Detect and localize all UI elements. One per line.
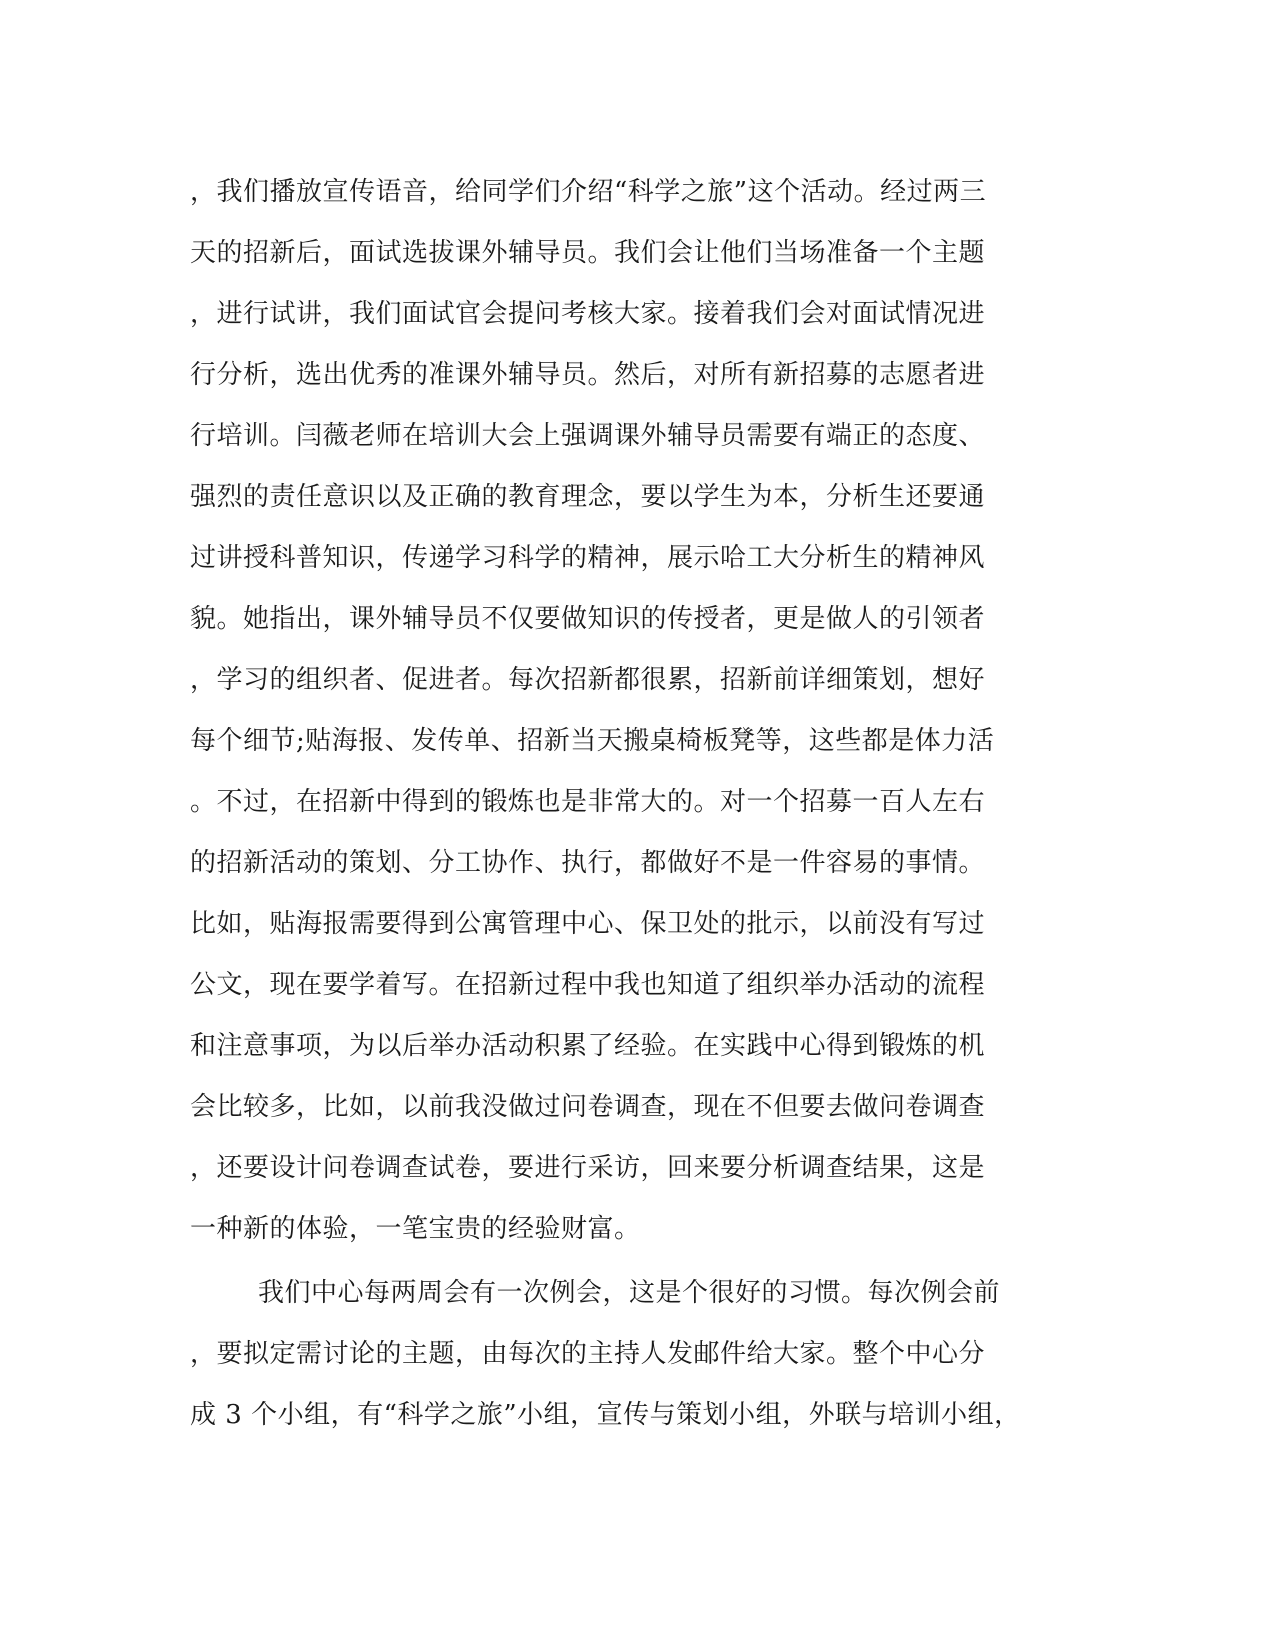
text-line: 比如，贴海报需要得到公寓管理中心、保卫处的批示，以前没有写过 (190, 909, 986, 939)
paragraph-2 (190, 1273, 1090, 1456)
text-line: 貌。她指出，课外辅导员不仅要做知识的传授者，更是做人的引领者 (190, 604, 986, 634)
text-line: ，还要设计问卷调查试卷，要进行采访，回来要分析调查结果，这是 (190, 1153, 986, 1183)
text-line: 。不过，在招新中得到的锻炼也是非常大的。对一个招募一百人左右 (190, 787, 986, 817)
text-line: 公文，现在要学着写。在招新过程中我也知道了组织举办活动的流程 (190, 970, 986, 1000)
text-line: 行培训。闫薇老师在培训大会上强调课外辅导员需要有端正的态度、 (190, 421, 986, 451)
text-line: 的招新活动的策划、分工协作、执行，都做好不是一件容易的事情。 (190, 848, 986, 878)
text-line: 过讲授科普知识，传递学习科学的精神，展示哈工大分析生的精神风 (190, 543, 986, 573)
text-line: ，要拟定需讨论的主题，由每次的主持人发邮件给大家。整个中心分 (190, 1339, 986, 1369)
text-line: 我们中心每两周会有一次例会，这是个很好的习惯。每次例会前 (258, 1278, 1001, 1308)
text-line: 天的招新后，面试选拔课外辅导员。我们会让他们当场准备一个主题 (190, 238, 986, 268)
text-line: ，进行试讲，我们面试官会提问考核大家。接着我们会对面试情况进 (190, 299, 986, 329)
text-line: ，学习的组织者、促进者。每次招新都很累，招新前详细策划，想好 (190, 665, 986, 695)
text-line: 强烈的责任意识以及正确的教育理念，要以学生为本，分析生还要通 (190, 482, 986, 512)
text-line: 一种新的体验，一笔宝贵的经验财富。 (190, 1214, 641, 1244)
text-line: 会比较多，比如，以前我没做过问卷调查，现在不但要去做问卷调查 (190, 1092, 986, 1122)
text-line: 和注意事项，为以后举办活动积累了经验。在实践中心得到锻炼的机 (190, 1031, 986, 1061)
paragraph-1 (190, 172, 1090, 1270)
text-line: 行分析，选出优秀的准课外辅导员。然后，对所有新招募的志愿者进 (190, 360, 986, 390)
text-line: ，我们播放宣传语音，给同学们介绍“科学之旅”这个活动。经过两三 (190, 177, 987, 207)
text-line: 成 3 个小组，有“科学之旅”小组，宣传与策划小组，外联与培训小组， (190, 1400, 1021, 1430)
text-line: 每个细节;贴海报、发传单、招新当天搬桌椅板凳等，这些都是体力活 (190, 726, 995, 756)
